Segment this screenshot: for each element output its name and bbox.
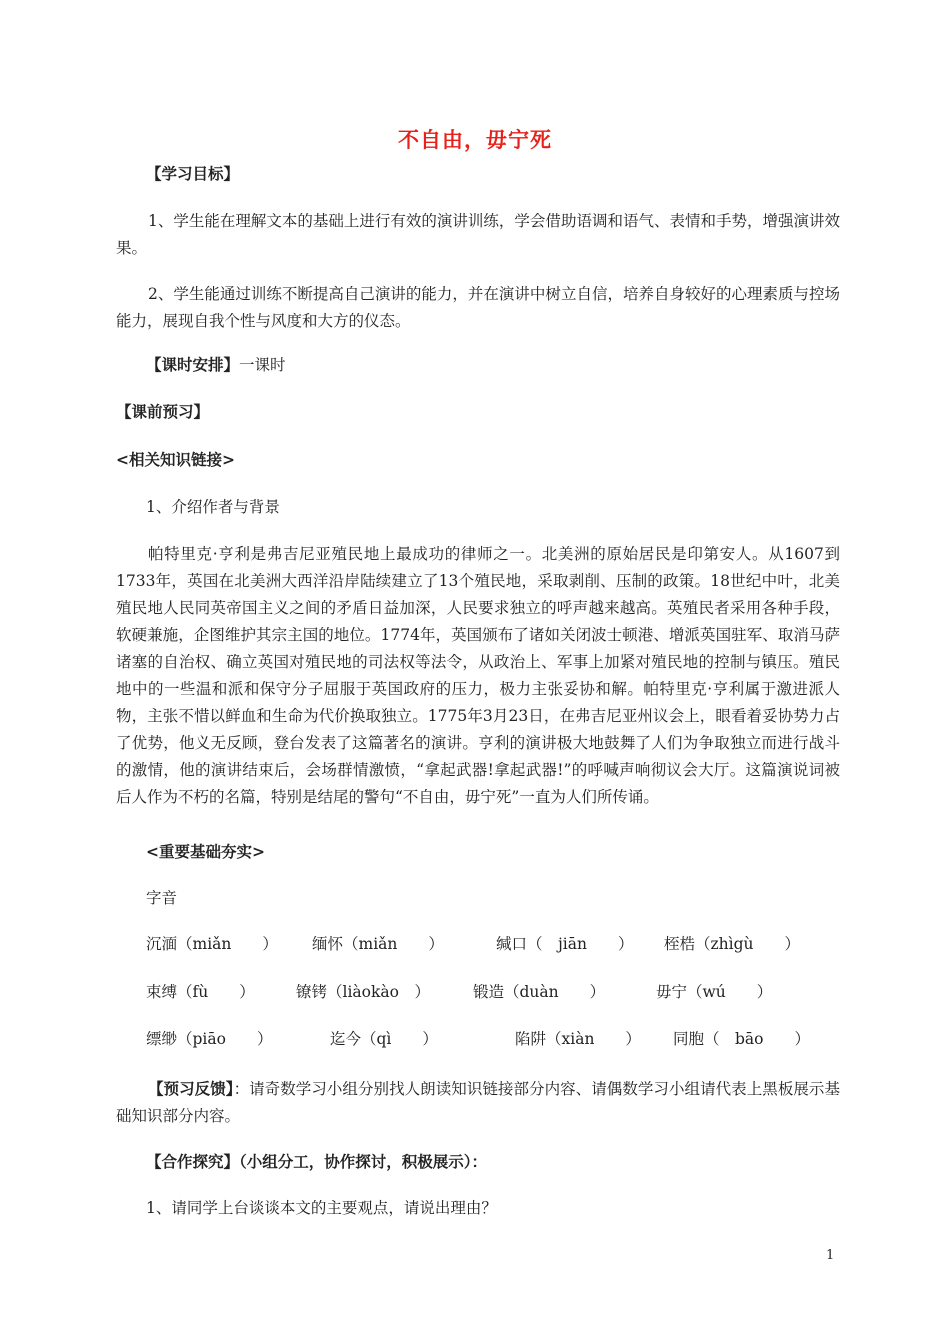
page-number: 1 — [826, 1248, 835, 1263]
pinyin-item: 陷阱（xiàn ） — [515, 1030, 641, 1048]
feedback-paragraph — [116, 1075, 840, 1130]
pronunciation-label: 字音 — [146, 889, 178, 907]
document-title: 不自由，毋宁死 — [398, 127, 552, 152]
feedback-text: ：请奇数学习小组分别找人朗读知识链接部分内容、请偶数学习小组请代表上黑板展示基础知识部分内容。 — [116, 1080, 840, 1125]
pinyin-item: 缄口（ jiān ） — [496, 935, 634, 953]
schedule-value: 一课时 — [239, 356, 286, 374]
pinyin-item: 缥缈（piāo ） — [146, 1030, 273, 1048]
cooperate-item-1: 1、请同学上台谈谈本文的主要观点，请说出理由？ — [146, 1199, 497, 1217]
pinyin-item: 迄今（qì ） — [330, 1030, 438, 1048]
cooperate-heading: 【合作探究】（小组分工，协作探讨，积极展示）： — [146, 1152, 488, 1171]
pinyin-item: 镣铐（liàokào ） — [296, 983, 430, 1001]
intro-item: 1、介绍作者与背景 — [146, 498, 280, 516]
pinyin-item: 锻造（duàn ） — [473, 983, 606, 1001]
preview-heading: 【课前预习】 — [116, 402, 210, 421]
pinyin-item: 同胞（ bāo ） — [673, 1030, 810, 1048]
pinyin-item: 沉湎（miǎn ） — [146, 935, 278, 953]
pinyin-item: 缅怀（miǎn ） — [312, 935, 444, 953]
basics-heading: <重要基础夯实> — [146, 842, 265, 861]
objective-item-2: 2、学生能通过训练不断提高自己演讲的能力，并在演讲中树立自信，培养自身较好的心理素质与控场能力，展现自我个性与风度和大方的仪态。 — [116, 285, 840, 330]
schedule-heading: 【课时安排】 — [146, 355, 240, 374]
objectives-heading: 【学习目标】 — [146, 164, 240, 183]
pinyin-item: 桎梏（zhìgù ） — [664, 935, 801, 953]
pinyin-item: 束缚（fù ） — [146, 983, 255, 1001]
pinyin-item: 毋宁（wú ） — [656, 983, 773, 1001]
schedule-line — [146, 351, 286, 379]
background-paragraph: 帕特里克·亨利是弗吉尼亚殖民地上最成功的律师之一。北美洲的原始居民是印第安人。从1607到1733年，英国在北美洲大西洋沿岸陆续建立了13个殖民地，采取剥削、压制的政策。18世纪中叶，北美殖民地人民同英帝国主义之间的矛盾日益加深，人民要求独立的呼声越来越高。英殖民者采用各种手段，软硬兼施，企图维护其宗主国的地位。1774年，英国颁布了诸如关闭波士顿港、增派英国驻军、取消马萨诸塞的自治权、确立英国对殖民地的司法权等法令，从政治上、军事上加紧对殖民地的控制与镇压。殖民地中的一些温和派和保守分子屈服于英国政府的压力，极力主张妥协和解。帕特里克·亨利属于激进派人物，主张不惜以鲜血和生命为代价换取独立。1775年3月23日，在弗吉尼亚州议会上，眼看着妥协势力占了优势，他义无反顾，登台发表了这篇著名的演讲。亨利的演讲极大地鼓舞了人们为争取独立而进行战斗的激情，他的演讲结束后，会场群情激愤，“拿起武器!拿起武器!”的呼喊声响彻议会大厅。这篇演说词被后人作为不朽的名篇，特别是结尾的警句“不自由，毋宁死”一直为人们所传诵。 — [116, 545, 840, 806]
objective-item-1: 1、学生能在理解文本的基础上进行有效的演讲训练，学会借助语调和语气、表情和手势，增强演讲效果。 — [116, 212, 840, 257]
knowledge-link-heading: <相关知识链接> — [116, 450, 235, 469]
feedback-heading: 【预习反馈】 — [148, 1079, 234, 1098]
